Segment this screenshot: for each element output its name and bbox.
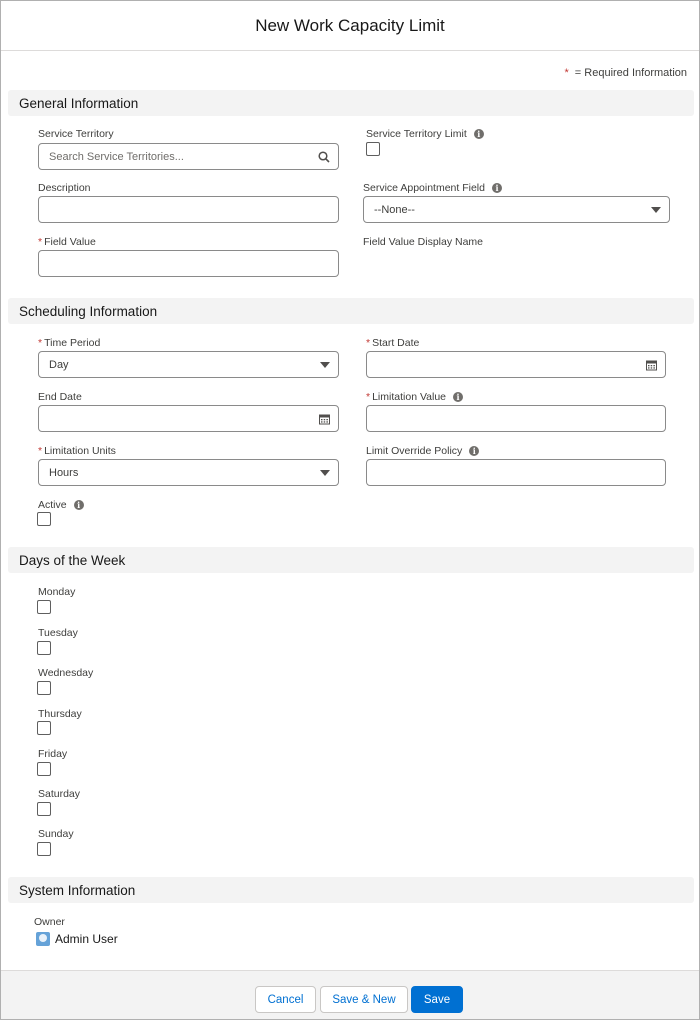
service-appointment-field-value: --None-- <box>374 203 415 216</box>
sunday-checkbox[interactable] <box>37 842 51 856</box>
section-title-scheduling: Scheduling Information <box>19 303 158 319</box>
search-icon <box>318 151 330 163</box>
limit-override-policy-input[interactable] <box>366 459 666 486</box>
end-date-label: End Date <box>38 391 82 403</box>
monday-checkbox[interactable] <box>37 600 51 614</box>
description-label: Description <box>38 182 91 194</box>
service-territory-limit-checkbox[interactable] <box>366 142 380 156</box>
saturday-label: Saturday <box>38 788 81 800</box>
info-icon[interactable]: i <box>474 129 484 139</box>
wednesday-checkbox[interactable] <box>37 681 51 695</box>
save-button[interactable]: Save <box>411 986 463 1013</box>
section-title-days: Days of the Week <box>19 552 126 568</box>
active-label: Active i <box>38 499 84 511</box>
wednesday-label: Wednesday <box>38 667 94 679</box>
required-star: * <box>564 67 569 79</box>
time-period-value: Day <box>49 358 69 371</box>
calendar-icon[interactable] <box>646 359 657 370</box>
service-territory-input[interactable] <box>38 143 339 170</box>
info-icon[interactable]: i <box>74 500 84 510</box>
limitation-units-label: * Limitation Units <box>38 445 116 457</box>
info-icon[interactable]: i <box>469 446 479 456</box>
sunday-label: Sunday <box>38 828 74 840</box>
limitation-value-input[interactable] <box>366 405 666 432</box>
save-and-new-button[interactable]: Save & New <box>320 986 408 1013</box>
cancel-button[interactable]: Cancel <box>255 986 316 1013</box>
section-header-general[interactable] <box>8 90 694 116</box>
time-period-label: * Time Period <box>38 337 101 349</box>
tuesday-checkbox[interactable] <box>37 641 51 655</box>
field-value-input[interactable] <box>38 250 339 277</box>
service-territory-placeholder: Search Service Territories... <box>49 150 184 163</box>
service-territory-label: Service Territory <box>38 128 114 140</box>
info-icon[interactable]: i <box>453 392 463 402</box>
modal-footer <box>1 970 699 1019</box>
user-avatar-icon <box>36 932 50 946</box>
service-appointment-field-label: Service Appointment Field i <box>363 182 502 194</box>
service-territory-limit-label: Service Territory Limit i <box>366 128 484 140</box>
end-date-input[interactable] <box>38 405 339 432</box>
limitation-units-value: Hours <box>49 466 79 479</box>
limitation-units-select[interactable] <box>38 459 339 486</box>
tuesday-label: Tuesday <box>38 627 78 639</box>
limit-override-policy-label: Limit Override Policy i <box>366 445 479 457</box>
thursday-label: Thursday <box>38 708 82 720</box>
thursday-checkbox[interactable] <box>37 721 51 735</box>
monday-label: Monday <box>38 586 76 598</box>
friday-label: Friday <box>38 748 68 760</box>
owner-label: Owner <box>34 916 65 928</box>
calendar-icon[interactable] <box>319 413 330 424</box>
owner-value <box>36 932 118 946</box>
service-appointment-field-select[interactable] <box>363 196 670 223</box>
modal-header <box>1 1 699 51</box>
field-value-label: * Field Value <box>38 236 96 248</box>
section-title-system: System Information <box>19 882 136 898</box>
chevron-down-icon <box>651 207 661 213</box>
start-date-input[interactable] <box>366 351 666 378</box>
section-header-system[interactable] <box>8 877 694 903</box>
section-title-general: General Information <box>19 95 139 111</box>
description-input[interactable] <box>38 196 339 223</box>
required-info-text: = Required Information <box>574 67 687 79</box>
start-date-label: * Start Date <box>366 337 420 349</box>
info-icon[interactable]: i <box>492 183 502 193</box>
limitation-value-label: * Limitation Value i <box>366 391 463 403</box>
required-info <box>565 67 687 79</box>
section-header-scheduling[interactable] <box>8 298 694 324</box>
active-checkbox[interactable] <box>37 512 51 526</box>
modal-title: New Work Capacity Limit <box>255 15 445 35</box>
saturday-checkbox[interactable] <box>37 802 51 816</box>
owner-name[interactable]: Admin User <box>55 932 118 946</box>
time-period-select[interactable] <box>38 351 339 378</box>
field-value-display-name-label: Field Value Display Name <box>363 236 484 248</box>
chevron-down-icon <box>320 470 330 476</box>
section-header-days[interactable] <box>8 547 694 573</box>
chevron-down-icon <box>320 362 330 368</box>
friday-checkbox[interactable] <box>37 762 51 776</box>
